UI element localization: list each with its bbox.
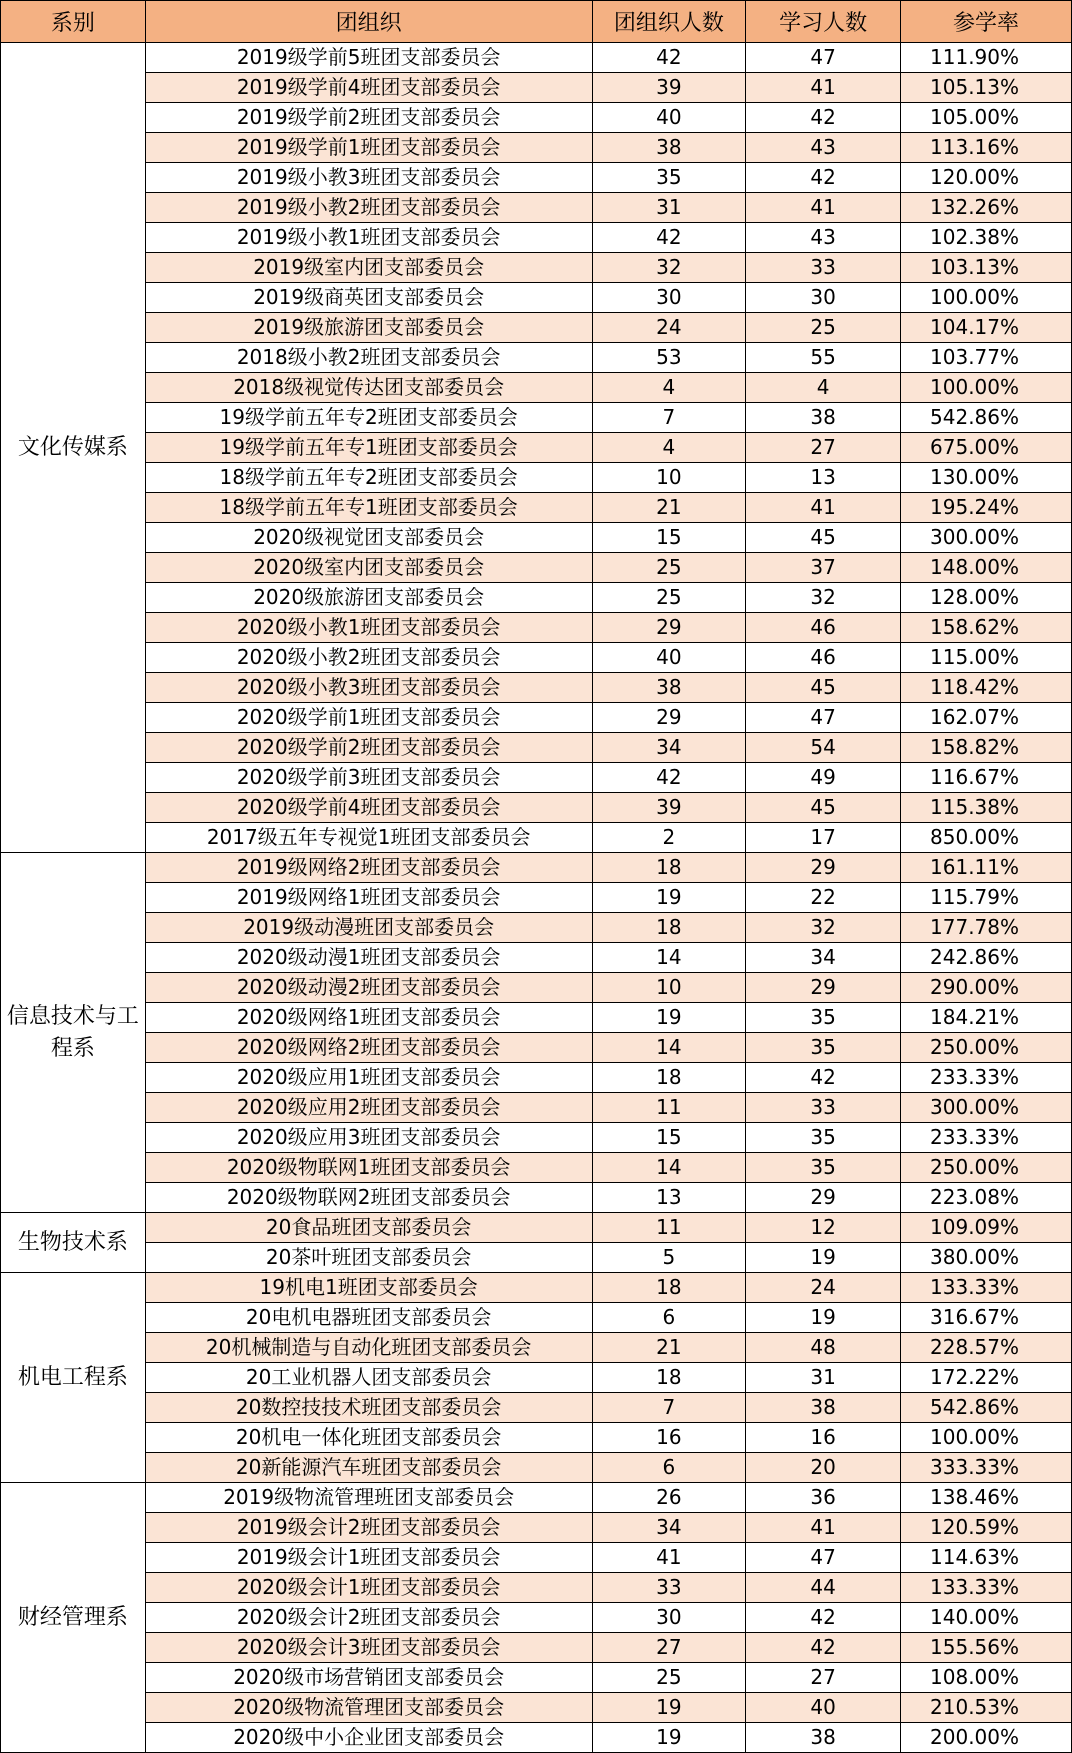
cell-org-members: 2 bbox=[592, 823, 746, 853]
table-row bbox=[1, 523, 1072, 553]
cell-participation-rate: 111.90% bbox=[901, 43, 1072, 73]
table-row bbox=[1, 643, 1072, 673]
cell-learners: 40 bbox=[746, 1693, 901, 1723]
cell-participation-rate: 148.00% bbox=[901, 553, 1072, 583]
department-cell: 生物技术系 bbox=[1, 1213, 146, 1273]
cell-organization: 2020级学前1班团支部委员会 bbox=[145, 703, 592, 733]
cell-org-members: 33 bbox=[592, 1573, 746, 1603]
cell-org-members: 31 bbox=[592, 193, 746, 223]
table-row bbox=[1, 853, 1072, 883]
cell-participation-rate: 162.07% bbox=[901, 703, 1072, 733]
table-row bbox=[1, 823, 1072, 853]
cell-org-members: 25 bbox=[592, 583, 746, 613]
table-row bbox=[1, 403, 1072, 433]
cell-org-members: 7 bbox=[592, 403, 746, 433]
cell-organization: 18级学前五年专2班团支部委员会 bbox=[145, 463, 592, 493]
cell-learners: 35 bbox=[746, 1153, 901, 1183]
cell-learners: 30 bbox=[746, 283, 901, 313]
cell-org-members: 4 bbox=[592, 373, 746, 403]
table-row bbox=[1, 283, 1072, 313]
cell-learners: 42 bbox=[746, 1063, 901, 1093]
cell-organization: 18级学前五年专1班团支部委员会 bbox=[145, 493, 592, 523]
cell-organization: 2020级物流管理团支部委员会 bbox=[145, 1693, 592, 1723]
table-row bbox=[1, 223, 1072, 253]
cell-organization: 20电机电器班团支部委员会 bbox=[145, 1303, 592, 1333]
cell-org-members: 10 bbox=[592, 973, 746, 1003]
cell-org-members: 24 bbox=[592, 313, 746, 343]
table-row bbox=[1, 1363, 1072, 1393]
cell-learners: 44 bbox=[746, 1573, 901, 1603]
cell-participation-rate: 115.00% bbox=[901, 643, 1072, 673]
cell-participation-rate: 300.00% bbox=[901, 523, 1072, 553]
cell-learners: 20 bbox=[746, 1453, 901, 1483]
table-row bbox=[1, 1543, 1072, 1573]
cell-org-members: 29 bbox=[592, 703, 746, 733]
cell-participation-rate: 250.00% bbox=[901, 1153, 1072, 1183]
cell-participation-rate: 115.38% bbox=[901, 793, 1072, 823]
table-row bbox=[1, 313, 1072, 343]
cell-organization: 20机械制造与自动化班团支部委员会 bbox=[145, 1333, 592, 1363]
table-row bbox=[1, 913, 1072, 943]
cell-learners: 27 bbox=[746, 1663, 901, 1693]
cell-learners: 33 bbox=[746, 253, 901, 283]
cell-learners: 41 bbox=[746, 193, 901, 223]
cell-participation-rate: 300.00% bbox=[901, 1093, 1072, 1123]
cell-organization: 2020级会计3班团支部委员会 bbox=[145, 1633, 592, 1663]
cell-org-members: 34 bbox=[592, 733, 746, 763]
cell-participation-rate: 132.26% bbox=[901, 193, 1072, 223]
cell-org-members: 18 bbox=[592, 1273, 746, 1303]
header-organization: 团组织 bbox=[145, 1, 592, 43]
cell-org-members: 19 bbox=[592, 1693, 746, 1723]
cell-org-members: 14 bbox=[592, 943, 746, 973]
cell-org-members: 41 bbox=[592, 1543, 746, 1573]
cell-learners: 22 bbox=[746, 883, 901, 913]
table-row bbox=[1, 73, 1072, 103]
cell-participation-rate: 161.11% bbox=[901, 853, 1072, 883]
cell-organization: 2020级旅游团支部委员会 bbox=[145, 583, 592, 613]
table-row bbox=[1, 1213, 1072, 1243]
cell-participation-rate: 130.00% bbox=[901, 463, 1072, 493]
header-department: 系别 bbox=[1, 1, 146, 43]
table-row bbox=[1, 43, 1072, 73]
cell-participation-rate: 133.33% bbox=[901, 1573, 1072, 1603]
cell-organization: 2020级会计1班团支部委员会 bbox=[145, 1573, 592, 1603]
table-row bbox=[1, 103, 1072, 133]
cell-learners: 35 bbox=[746, 1003, 901, 1033]
cell-organization: 2019级旅游团支部委员会 bbox=[145, 313, 592, 343]
table-row bbox=[1, 1033, 1072, 1063]
cell-org-members: 40 bbox=[592, 643, 746, 673]
department-cell: 信息技术与工程系 bbox=[1, 853, 146, 1213]
cell-participation-rate: 184.21% bbox=[901, 1003, 1072, 1033]
cell-org-members: 42 bbox=[592, 223, 746, 253]
cell-participation-rate: 109.09% bbox=[901, 1213, 1072, 1243]
cell-org-members: 4 bbox=[592, 433, 746, 463]
cell-organization: 2020级网络1班团支部委员会 bbox=[145, 1003, 592, 1033]
cell-participation-rate: 100.00% bbox=[901, 373, 1072, 403]
cell-organization: 2020级学前4班团支部委员会 bbox=[145, 793, 592, 823]
cell-organization: 2019级网络1班团支部委员会 bbox=[145, 883, 592, 913]
table-row bbox=[1, 493, 1072, 523]
table-row bbox=[1, 193, 1072, 223]
cell-organization: 2020级动漫1班团支部委员会 bbox=[145, 943, 592, 973]
cell-organization: 2020级物联网1班团支部委员会 bbox=[145, 1153, 592, 1183]
cell-organization: 2020级视觉团支部委员会 bbox=[145, 523, 592, 553]
cell-organization: 2018级小教2班团支部委员会 bbox=[145, 343, 592, 373]
cell-org-members: 25 bbox=[592, 1663, 746, 1693]
cell-learners: 24 bbox=[746, 1273, 901, 1303]
cell-organization: 2020级应用2班团支部委员会 bbox=[145, 1093, 592, 1123]
cell-participation-rate: 210.53% bbox=[901, 1693, 1072, 1723]
cell-participation-rate: 172.22% bbox=[901, 1363, 1072, 1393]
cell-participation-rate: 100.00% bbox=[901, 1423, 1072, 1453]
cell-org-members: 39 bbox=[592, 73, 746, 103]
table-row bbox=[1, 973, 1072, 1003]
table-row bbox=[1, 1063, 1072, 1093]
cell-learners: 4 bbox=[746, 373, 901, 403]
cell-learners: 33 bbox=[746, 1093, 901, 1123]
cell-org-members: 6 bbox=[592, 1453, 746, 1483]
cell-participation-rate: 242.86% bbox=[901, 943, 1072, 973]
cell-participation-rate: 140.00% bbox=[901, 1603, 1072, 1633]
department-cell: 文化传媒系 bbox=[1, 43, 146, 853]
table-row bbox=[1, 1603, 1072, 1633]
cell-participation-rate: 223.08% bbox=[901, 1183, 1072, 1213]
table-row bbox=[1, 583, 1072, 613]
cell-learners: 47 bbox=[746, 1543, 901, 1573]
cell-organization: 2020级网络2班团支部委员会 bbox=[145, 1033, 592, 1063]
cell-org-members: 16 bbox=[592, 1423, 746, 1453]
cell-participation-rate: 104.17% bbox=[901, 313, 1072, 343]
table-row bbox=[1, 943, 1072, 973]
cell-organization: 20茶叶班团支部委员会 bbox=[145, 1243, 592, 1273]
table-row bbox=[1, 1003, 1072, 1033]
cell-participation-rate: 177.78% bbox=[901, 913, 1072, 943]
cell-learners: 32 bbox=[746, 583, 901, 613]
cell-learners: 16 bbox=[746, 1423, 901, 1453]
cell-learners: 31 bbox=[746, 1363, 901, 1393]
cell-org-members: 42 bbox=[592, 43, 746, 73]
cell-org-members: 19 bbox=[592, 1723, 746, 1753]
table-row bbox=[1, 1423, 1072, 1453]
cell-learners: 55 bbox=[746, 343, 901, 373]
cell-learners: 47 bbox=[746, 703, 901, 733]
cell-learners: 41 bbox=[746, 73, 901, 103]
header-participation-rate: 参学率 bbox=[901, 1, 1072, 43]
header-org-members: 团组织人数 bbox=[592, 1, 746, 43]
cell-organization: 2020级物联网2班团支部委员会 bbox=[145, 1183, 592, 1213]
table-row bbox=[1, 703, 1072, 733]
cell-organization: 2019级会计1班团支部委员会 bbox=[145, 1543, 592, 1573]
cell-learners: 38 bbox=[746, 403, 901, 433]
cell-learners: 42 bbox=[746, 1633, 901, 1663]
cell-participation-rate: 542.86% bbox=[901, 1393, 1072, 1423]
cell-org-members: 30 bbox=[592, 283, 746, 313]
cell-org-members: 26 bbox=[592, 1483, 746, 1513]
cell-participation-rate: 155.56% bbox=[901, 1633, 1072, 1663]
cell-org-members: 35 bbox=[592, 163, 746, 193]
table-row bbox=[1, 373, 1072, 403]
cell-participation-rate: 200.00% bbox=[901, 1723, 1072, 1753]
cell-participation-rate: 108.00% bbox=[901, 1663, 1072, 1693]
table-row bbox=[1, 1093, 1072, 1123]
cell-organization: 20工业机器人团支部委员会 bbox=[145, 1363, 592, 1393]
table-row bbox=[1, 763, 1072, 793]
cell-org-members: 14 bbox=[592, 1033, 746, 1063]
cell-participation-rate: 118.42% bbox=[901, 673, 1072, 703]
table-row bbox=[1, 1393, 1072, 1423]
cell-organization: 2020级市场营销团支部委员会 bbox=[145, 1663, 592, 1693]
cell-learners: 49 bbox=[746, 763, 901, 793]
cell-participation-rate: 128.00% bbox=[901, 583, 1072, 613]
cell-organization: 2019级学前2班团支部委员会 bbox=[145, 103, 592, 133]
cell-organization: 2019级室内团支部委员会 bbox=[145, 253, 592, 283]
cell-participation-rate: 675.00% bbox=[901, 433, 1072, 463]
cell-participation-rate: 120.00% bbox=[901, 163, 1072, 193]
cell-learners: 48 bbox=[746, 1333, 901, 1363]
cell-org-members: 13 bbox=[592, 1183, 746, 1213]
cell-participation-rate: 233.33% bbox=[901, 1063, 1072, 1093]
cell-organization: 19级学前五年专1班团支部委员会 bbox=[145, 433, 592, 463]
cell-organization: 20食品班团支部委员会 bbox=[145, 1213, 592, 1243]
cell-learners: 37 bbox=[746, 553, 901, 583]
cell-learners: 45 bbox=[746, 793, 901, 823]
table-row bbox=[1, 1573, 1072, 1603]
table-row bbox=[1, 343, 1072, 373]
department-cell: 机电工程系 bbox=[1, 1273, 146, 1483]
table-row bbox=[1, 553, 1072, 583]
cell-org-members: 14 bbox=[592, 1153, 746, 1183]
cell-learners: 45 bbox=[746, 523, 901, 553]
cell-org-members: 11 bbox=[592, 1093, 746, 1123]
cell-org-members: 15 bbox=[592, 523, 746, 553]
cell-learners: 29 bbox=[746, 853, 901, 883]
cell-org-members: 18 bbox=[592, 1363, 746, 1393]
cell-learners: 35 bbox=[746, 1123, 901, 1153]
cell-learners: 45 bbox=[746, 673, 901, 703]
cell-org-members: 11 bbox=[592, 1213, 746, 1243]
table-row bbox=[1, 793, 1072, 823]
cell-organization: 2019级会计2班团支部委员会 bbox=[145, 1513, 592, 1543]
cell-org-members: 34 bbox=[592, 1513, 746, 1543]
cell-learners: 47 bbox=[746, 43, 901, 73]
cell-organization: 2020级应用1班团支部委员会 bbox=[145, 1063, 592, 1093]
cell-learners: 36 bbox=[746, 1483, 901, 1513]
cell-participation-rate: 380.00% bbox=[901, 1243, 1072, 1273]
cell-learners: 13 bbox=[746, 463, 901, 493]
cell-organization: 2019级小教2班团支部委员会 bbox=[145, 193, 592, 223]
cell-org-members: 10 bbox=[592, 463, 746, 493]
cell-participation-rate: 115.79% bbox=[901, 883, 1072, 913]
cell-organization: 2020级动漫2班团支部委员会 bbox=[145, 973, 592, 1003]
cell-org-members: 29 bbox=[592, 613, 746, 643]
cell-participation-rate: 105.13% bbox=[901, 73, 1072, 103]
cell-organization: 2019级学前4班团支部委员会 bbox=[145, 73, 592, 103]
cell-org-members: 6 bbox=[592, 1303, 746, 1333]
cell-learners: 42 bbox=[746, 103, 901, 133]
cell-organization: 2019级动漫班团支部委员会 bbox=[145, 913, 592, 943]
cell-organization: 2019级学前5班团支部委员会 bbox=[145, 43, 592, 73]
cell-learners: 54 bbox=[746, 733, 901, 763]
cell-organization: 2020级室内团支部委员会 bbox=[145, 553, 592, 583]
table-row bbox=[1, 163, 1072, 193]
cell-participation-rate: 290.00% bbox=[901, 973, 1072, 1003]
cell-learners: 38 bbox=[746, 1393, 901, 1423]
cell-participation-rate: 116.67% bbox=[901, 763, 1072, 793]
cell-participation-rate: 850.00% bbox=[901, 823, 1072, 853]
cell-participation-rate: 316.67% bbox=[901, 1303, 1072, 1333]
cell-participation-rate: 542.86% bbox=[901, 403, 1072, 433]
table-row bbox=[1, 1663, 1072, 1693]
cell-learners: 29 bbox=[746, 1183, 901, 1213]
table-row bbox=[1, 1453, 1072, 1483]
cell-org-members: 18 bbox=[592, 853, 746, 883]
cell-org-members: 15 bbox=[592, 1123, 746, 1153]
cell-organization: 2020级小教2班团支部委员会 bbox=[145, 643, 592, 673]
table-body bbox=[1, 43, 1072, 1753]
table-row bbox=[1, 253, 1072, 283]
cell-participation-rate: 250.00% bbox=[901, 1033, 1072, 1063]
table-row bbox=[1, 1333, 1072, 1363]
cell-org-members: 53 bbox=[592, 343, 746, 373]
cell-organization: 2019级网络2班团支部委员会 bbox=[145, 853, 592, 883]
cell-org-members: 19 bbox=[592, 883, 746, 913]
table-row bbox=[1, 1243, 1072, 1273]
cell-participation-rate: 100.00% bbox=[901, 283, 1072, 313]
cell-org-members: 18 bbox=[592, 1063, 746, 1093]
table-row bbox=[1, 1693, 1072, 1723]
cell-org-members: 5 bbox=[592, 1243, 746, 1273]
cell-organization: 20机电一体化班团支部委员会 bbox=[145, 1423, 592, 1453]
table-row bbox=[1, 613, 1072, 643]
cell-organization: 2018级视觉传达团支部委员会 bbox=[145, 373, 592, 403]
cell-learners: 35 bbox=[746, 1033, 901, 1063]
cell-learners: 42 bbox=[746, 163, 901, 193]
cell-learners: 19 bbox=[746, 1303, 901, 1333]
cell-org-members: 27 bbox=[592, 1633, 746, 1663]
table-row bbox=[1, 1513, 1072, 1543]
cell-organization: 19级学前五年专2班团支部委员会 bbox=[145, 403, 592, 433]
table-row bbox=[1, 1153, 1072, 1183]
cell-org-members: 25 bbox=[592, 553, 746, 583]
cell-learners: 41 bbox=[746, 493, 901, 523]
cell-organization: 2019级商英团支部委员会 bbox=[145, 283, 592, 313]
table-row bbox=[1, 1183, 1072, 1213]
cell-organization: 2020级会计2班团支部委员会 bbox=[145, 1603, 592, 1633]
cell-participation-rate: 228.57% bbox=[901, 1333, 1072, 1363]
table-row bbox=[1, 1633, 1072, 1663]
cell-organization: 2017级五年专视觉1班团支部委员会 bbox=[145, 823, 592, 853]
cell-organization: 20数控技技术班团支部委员会 bbox=[145, 1393, 592, 1423]
cell-org-members: 38 bbox=[592, 673, 746, 703]
table-row bbox=[1, 1273, 1072, 1303]
cell-participation-rate: 113.16% bbox=[901, 133, 1072, 163]
table-row bbox=[1, 1303, 1072, 1333]
cell-organization: 2019级物流管理班团支部委员会 bbox=[145, 1483, 592, 1513]
cell-learners: 38 bbox=[746, 1723, 901, 1753]
table-row bbox=[1, 1123, 1072, 1153]
cell-participation-rate: 120.59% bbox=[901, 1513, 1072, 1543]
cell-learners: 42 bbox=[746, 1603, 901, 1633]
cell-learners: 32 bbox=[746, 913, 901, 943]
cell-learners: 27 bbox=[746, 433, 901, 463]
cell-org-members: 21 bbox=[592, 493, 746, 523]
cell-org-members: 7 bbox=[592, 1393, 746, 1423]
cell-learners: 12 bbox=[746, 1213, 901, 1243]
table-row bbox=[1, 133, 1072, 163]
table-row bbox=[1, 1723, 1072, 1753]
cell-org-members: 42 bbox=[592, 763, 746, 793]
table-row bbox=[1, 673, 1072, 703]
cell-organization: 2020级中小企业团支部委员会 bbox=[145, 1723, 592, 1753]
table-header bbox=[1, 1, 1072, 43]
cell-participation-rate: 102.38% bbox=[901, 223, 1072, 253]
cell-participation-rate: 103.77% bbox=[901, 343, 1072, 373]
header-row bbox=[1, 1, 1072, 43]
cell-org-members: 30 bbox=[592, 1603, 746, 1633]
cell-organization: 2019级学前1班团支部委员会 bbox=[145, 133, 592, 163]
cell-learners: 41 bbox=[746, 1513, 901, 1543]
cell-participation-rate: 233.33% bbox=[901, 1123, 1072, 1153]
cell-organization: 19机电1班团支部委员会 bbox=[145, 1273, 592, 1303]
cell-org-members: 18 bbox=[592, 913, 746, 943]
cell-organization: 2020级小教3班团支部委员会 bbox=[145, 673, 592, 703]
cell-participation-rate: 133.33% bbox=[901, 1273, 1072, 1303]
cell-participation-rate: 105.00% bbox=[901, 103, 1072, 133]
table-row bbox=[1, 1483, 1072, 1513]
cell-organization: 2020级小教1班团支部委员会 bbox=[145, 613, 592, 643]
cell-learners: 34 bbox=[746, 943, 901, 973]
cell-learners: 25 bbox=[746, 313, 901, 343]
cell-participation-rate: 158.82% bbox=[901, 733, 1072, 763]
cell-participation-rate: 114.63% bbox=[901, 1543, 1072, 1573]
cell-organization: 2019级小教3班团支部委员会 bbox=[145, 163, 592, 193]
cell-org-members: 32 bbox=[592, 253, 746, 283]
cell-organization: 20新能源汽车班团支部委员会 bbox=[145, 1453, 592, 1483]
cell-org-members: 38 bbox=[592, 133, 746, 163]
cell-learners: 17 bbox=[746, 823, 901, 853]
cell-organization: 2020级学前3班团支部委员会 bbox=[145, 763, 592, 793]
cell-org-members: 21 bbox=[592, 1333, 746, 1363]
table-row bbox=[1, 883, 1072, 913]
table-row bbox=[1, 433, 1072, 463]
cell-participation-rate: 158.62% bbox=[901, 613, 1072, 643]
cell-org-members: 40 bbox=[592, 103, 746, 133]
cell-learners: 43 bbox=[746, 133, 901, 163]
cell-learners: 46 bbox=[746, 643, 901, 673]
header-learners: 学习人数 bbox=[746, 1, 901, 43]
department-cell: 财经管理系 bbox=[1, 1483, 146, 1753]
cell-learners: 29 bbox=[746, 973, 901, 1003]
cell-participation-rate: 333.33% bbox=[901, 1453, 1072, 1483]
cell-learners: 46 bbox=[746, 613, 901, 643]
cell-participation-rate: 195.24% bbox=[901, 493, 1072, 523]
cell-participation-rate: 103.13% bbox=[901, 253, 1072, 283]
table-row bbox=[1, 733, 1072, 763]
cell-learners: 19 bbox=[746, 1243, 901, 1273]
cell-participation-rate: 138.46% bbox=[901, 1483, 1072, 1513]
cell-organization: 2020级学前2班团支部委员会 bbox=[145, 733, 592, 763]
cell-learners: 43 bbox=[746, 223, 901, 253]
cell-org-members: 19 bbox=[592, 1003, 746, 1033]
cell-org-members: 39 bbox=[592, 793, 746, 823]
cell-organization: 2019级小教1班团支部委员会 bbox=[145, 223, 592, 253]
table-row bbox=[1, 463, 1072, 493]
cell-organization: 2020级应用3班团支部委员会 bbox=[145, 1123, 592, 1153]
